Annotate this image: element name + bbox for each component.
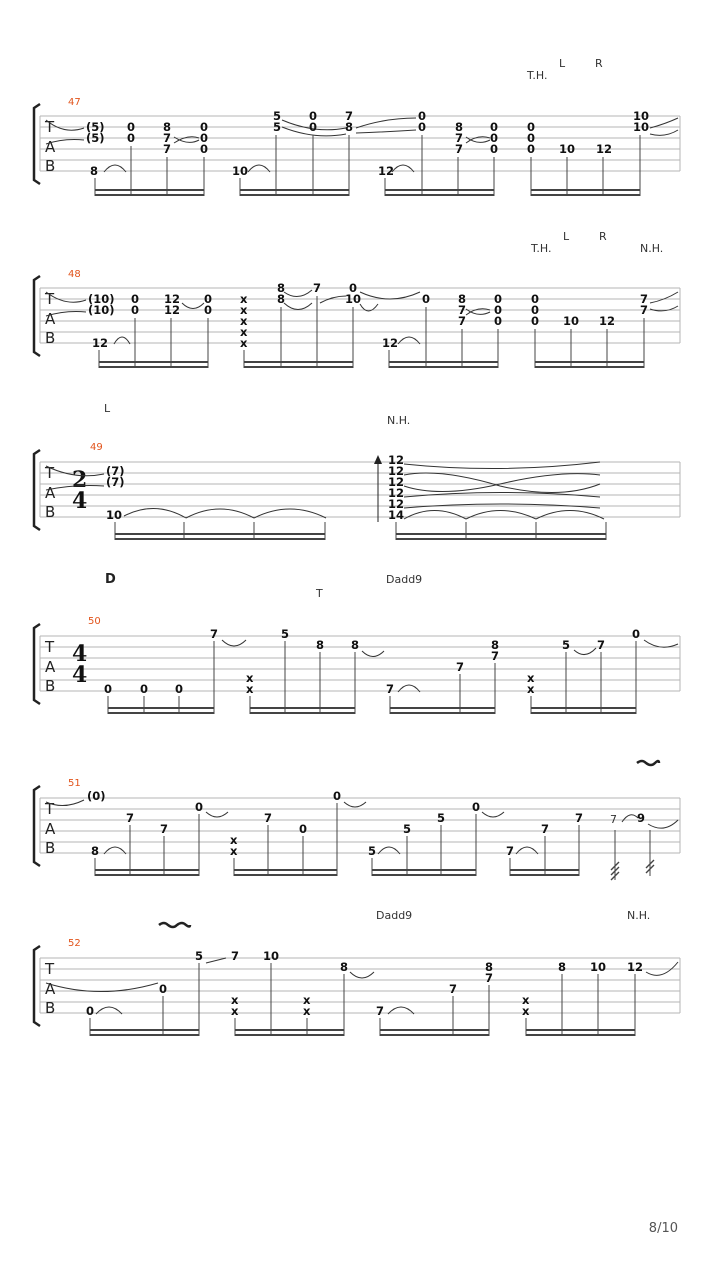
tab-note: 0	[527, 120, 536, 134]
tab-note: 7	[506, 844, 515, 858]
tab-note: 7	[231, 949, 240, 963]
system-bracket	[34, 946, 40, 1026]
tab-note: 12	[388, 497, 405, 511]
tab-note: 12	[378, 164, 395, 178]
time-signature-bottom: 4	[72, 488, 88, 514]
system-measure-51	[34, 761, 680, 880]
tab-note: 8	[345, 120, 354, 134]
tab-note: x	[240, 336, 248, 350]
tab-note: 0	[418, 120, 427, 134]
tab-note: 0	[127, 120, 136, 134]
tab-label-t: T	[45, 118, 55, 136]
tab-note: 7	[126, 811, 135, 825]
tab-label-b: B	[45, 677, 56, 695]
tab-note: 8	[558, 960, 567, 974]
system-measure-48	[34, 230, 680, 368]
tab-note: 0	[490, 131, 499, 145]
tab-note: 12	[388, 453, 405, 467]
tab-note: 0	[333, 789, 342, 803]
tab-note: 10	[563, 314, 580, 328]
tab-note: 12	[388, 486, 405, 500]
tab-note: 0	[200, 131, 209, 145]
annotation-left-hand: L	[559, 57, 566, 70]
tab-note: 0	[531, 292, 540, 306]
tab-note: 0	[531, 314, 540, 328]
tab-note: 0	[422, 292, 431, 306]
tab-note: 8	[163, 120, 172, 134]
tab-note: 7	[485, 971, 494, 985]
chord-name: Dadd9	[386, 573, 423, 586]
tab-label-b: B	[45, 839, 56, 857]
tab-note: 0	[494, 292, 503, 306]
tab-note: 0	[309, 109, 318, 123]
system-bracket	[34, 450, 40, 530]
system-measure-47	[34, 57, 680, 196]
tab-note: 7	[456, 660, 465, 674]
tab-note: 10	[559, 142, 576, 156]
tab-note: 10	[345, 292, 362, 306]
tab-note: 5	[403, 822, 412, 836]
measure-number: 52	[68, 938, 81, 949]
tab-note: 7	[345, 109, 354, 123]
tab-note: (10)	[88, 303, 115, 317]
tab-label-t: T	[45, 464, 55, 482]
tab-note: 0	[527, 131, 536, 145]
tab-label-a: A	[45, 980, 56, 998]
tab-note: 7	[640, 303, 649, 317]
tab-note: 7	[541, 822, 550, 836]
ties	[46, 958, 678, 1014]
tab-note: 7	[597, 638, 606, 652]
measure-number: 47	[68, 97, 81, 108]
tab-note: 8	[455, 120, 464, 134]
tab-label-b: B	[45, 329, 56, 347]
tab-note: 8	[485, 960, 494, 974]
tab-note: 0	[200, 142, 209, 156]
annotation-natural-harmonic: N.H.	[627, 909, 651, 922]
tab-note: 8	[351, 638, 360, 652]
annotation-natural-harmonic: N.H.	[640, 242, 664, 255]
tab-note: 0	[127, 131, 136, 145]
tab-label-b: B	[45, 157, 56, 175]
tab-note: 0	[299, 822, 308, 836]
tab-note: 12	[388, 464, 405, 478]
annotation-natural-harmonic: N.H.	[387, 414, 411, 427]
tab-note: x	[230, 844, 238, 858]
tab-note: (7)	[106, 475, 125, 489]
tab-note: x	[240, 325, 248, 339]
tab-note: 0	[472, 800, 481, 814]
tab-note: x	[231, 993, 239, 1007]
tab-note: 12	[382, 336, 399, 350]
tab-note: (10)	[88, 292, 115, 306]
measure-number: 51	[68, 778, 81, 789]
tab-note: 12	[596, 142, 613, 156]
tab-note: 7	[376, 1004, 385, 1018]
tab-note: 8	[458, 292, 467, 306]
system-measure-52	[34, 909, 680, 1036]
tab-label-a: A	[45, 484, 56, 502]
system-measure-49	[34, 402, 680, 540]
tab-note: 0	[200, 120, 209, 134]
tab-note: 0	[131, 292, 140, 306]
measure-number: 48	[68, 269, 81, 280]
tab-label-a: A	[45, 138, 56, 156]
tab-note: (5)	[86, 131, 105, 145]
tab-note: 8	[90, 164, 99, 178]
time-signature-top: 4	[72, 641, 88, 667]
tab-note: 7	[455, 142, 464, 156]
stems-and-beams	[108, 641, 636, 714]
tab-note: 0	[418, 109, 427, 123]
time-signature-top: 2	[72, 467, 88, 493]
system-bracket	[34, 104, 40, 184]
tab-note: x	[303, 993, 311, 1007]
ties	[222, 640, 678, 692]
stems-and-beams	[115, 522, 606, 540]
tab-note: 7	[163, 142, 172, 156]
page-number: 8/10	[648, 1221, 678, 1236]
tab-note: 0	[131, 303, 140, 317]
tab-note: 8	[491, 638, 500, 652]
system-measure-50	[34, 572, 680, 714]
tab-note: 5	[273, 120, 282, 134]
tab-note: x	[303, 1004, 311, 1018]
tab-label-a: A	[45, 658, 56, 676]
section-marker: D	[105, 572, 116, 587]
tab-note: 5	[195, 949, 204, 963]
tab-note: 12	[92, 336, 109, 350]
tab-note: x	[240, 314, 248, 328]
vibrato-icon	[159, 923, 190, 927]
ties	[46, 462, 604, 519]
annotation-right-hand: R	[599, 230, 607, 243]
tab-note: 7	[160, 822, 169, 836]
vibrato-icon	[637, 761, 659, 765]
annotation-left-hand: L	[104, 402, 111, 415]
tab-note: 7	[313, 281, 322, 295]
tab-note: 12	[388, 475, 405, 489]
tab-note: (7)	[106, 464, 125, 478]
tab-label-b: B	[45, 999, 56, 1017]
ties	[46, 290, 678, 344]
tab-note: 0	[86, 1004, 95, 1018]
tab-note: 5	[437, 811, 446, 825]
annotation-tapped-harmonic: T.H.	[531, 242, 552, 255]
tab-note: 0	[140, 682, 149, 696]
tab-note: x	[240, 303, 248, 317]
tab-note: 7	[491, 649, 500, 663]
tab-note: 5	[368, 844, 377, 858]
tab-note: x	[240, 292, 248, 306]
tab-label-t: T	[45, 800, 55, 818]
tab-label-a: A	[45, 310, 56, 328]
tab-note: 0	[195, 800, 204, 814]
tab-note: x	[231, 1004, 239, 1018]
staff	[40, 116, 680, 171]
tab-note: 0	[175, 682, 184, 696]
chord-name: Dadd9	[376, 909, 413, 922]
tab-label-t: T	[45, 960, 55, 978]
tab-note: 7	[458, 314, 467, 328]
annotation-right-hand: R	[595, 57, 603, 70]
annotation-tapped-harmonic: T.H.	[527, 69, 548, 82]
tab-note: 0	[527, 142, 536, 156]
tab-note: 7	[575, 811, 584, 825]
system-bracket	[34, 624, 40, 704]
arpeggio-arrow-icon	[374, 455, 382, 464]
staff	[40, 958, 680, 1013]
tab-note: 0	[204, 292, 213, 306]
tab-note: 0	[204, 303, 213, 317]
tab-note: x	[527, 671, 535, 685]
tab-note: 8	[277, 281, 286, 295]
tab-note: 7	[163, 131, 172, 145]
tab-note: 10	[633, 109, 650, 123]
tab-note: 10	[106, 508, 123, 522]
tab-label-b: B	[45, 503, 56, 521]
tab-note: 12	[164, 303, 181, 317]
tab-note: 7	[458, 303, 467, 317]
tab-note: 0	[104, 682, 113, 696]
tab-label-a: A	[45, 820, 56, 838]
stems-and-beams	[90, 963, 635, 1036]
tab-note: 7	[455, 131, 464, 145]
tab-label-t: T	[45, 290, 55, 308]
tab-note: 0	[531, 303, 540, 317]
tab-note: 5	[281, 627, 290, 641]
tab-note: 8	[91, 844, 100, 858]
tab-note: 5	[273, 109, 282, 123]
tab-note: 0	[494, 303, 503, 317]
tab-note: 0	[490, 120, 499, 134]
tab-note: 7	[640, 292, 649, 306]
tab-note: 0	[159, 982, 168, 996]
tab-note: x	[522, 1004, 530, 1018]
tab-note: 0	[490, 142, 499, 156]
tab-note: 0	[349, 281, 358, 295]
tab-note: 10	[263, 949, 280, 963]
tab-note: 12	[627, 960, 644, 974]
tab-note: 0	[632, 627, 641, 641]
time-signature-bottom: 4	[72, 662, 88, 688]
tab-note: x	[522, 993, 530, 1007]
tab-note: 7	[386, 682, 395, 696]
staff	[40, 636, 680, 691]
tab-note: 7	[449, 982, 458, 996]
tab-note: x	[246, 671, 254, 685]
tab-note: 10	[633, 120, 650, 134]
tab-note: x	[246, 682, 254, 696]
measure-number: 50	[88, 616, 101, 627]
tab-note: 12	[599, 314, 616, 328]
tab-note: 9	[637, 811, 646, 825]
ties	[46, 118, 678, 172]
tab-note: 0	[494, 314, 503, 328]
tab-note: (0)	[87, 789, 106, 803]
tab-note: 10	[590, 960, 607, 974]
tab-note: 12	[164, 292, 181, 306]
system-bracket	[34, 276, 40, 356]
tab-note: x	[230, 833, 238, 847]
tab-label-t: T	[45, 638, 55, 656]
tab-note: 14	[388, 508, 405, 522]
system-bracket	[34, 786, 40, 866]
annotation-left-hand: L	[563, 230, 570, 243]
tab-note: 0	[309, 120, 318, 134]
tab-note: (5)	[86, 120, 105, 134]
tab-note: 5	[562, 638, 571, 652]
tab-note: x	[527, 682, 535, 696]
ties	[46, 800, 678, 854]
tab-note: 8	[340, 960, 349, 974]
tab-note: 8	[316, 638, 325, 652]
tab-note: 10	[232, 164, 249, 178]
annotation-tap: T	[316, 587, 323, 600]
tab-note: 7	[210, 627, 219, 641]
measure-number: 49	[90, 442, 103, 453]
tab-note: 8	[277, 292, 286, 306]
tab-note: 7	[264, 811, 273, 825]
grace-note: 7	[610, 813, 617, 826]
